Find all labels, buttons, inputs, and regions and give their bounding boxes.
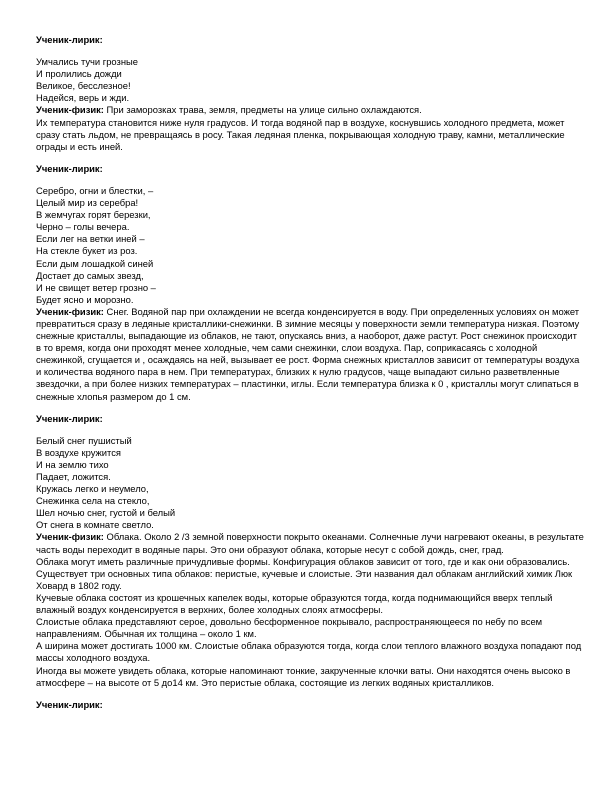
document-page (36, 34, 584, 711)
poem-line: И пролились дожди (36, 68, 122, 80)
paragraph-text: Снег. Водяной пар при охлаждении не всегда конденсируется в воду. При определенных условиях он может превратиться сразу в ледяные кристаллики-снежинки. В зимние месяцы у поверхности земли температура низкая. Поэтому снежные кристаллы, выпадающие из облаков, не тают, опускаясь вниз, а наоборот, даже растут. Рост снежинок происходит в то время, когда они проходят менее холодные, чем сами снежинки, слои воздуха. Пар, соприкасаясь с холодной снежинкой, сгущается и , осаждаясь на ней, вызывает ее рост. Форма снежных кристаллов зависит от температуры воздуха и количества водяного пара в нем. При температурах, близких к нулю градусов, чаще выпадают сильно разветвленные звездочки, а при более низких температурах – пластинки, иглы. Если температура близка к 0 , кристаллы могут слипаться в снежные хлопья размером до 1 см. (36, 305, 580, 402)
lyric-section (36, 163, 584, 306)
physics-section (36, 306, 584, 403)
poem-line: Целый мир из серебра! (36, 197, 139, 209)
speaker-label: Ученик-лирик: (36, 698, 103, 710)
poem-line: Снежинка села на стекло, (36, 495, 150, 507)
poem-line: В жемчугах горят березки, (36, 209, 151, 221)
speaker-label: Ученик-физик: (36, 305, 104, 317)
physics-paragraph: А ширина может достигать 1000 км. Слоистые облака образуются тогда, когда слои теплого влажного воздуха попадают под массы холодного воздуха. (36, 640, 582, 664)
poem-line: От снега в комнате светло. (36, 519, 154, 531)
paragraph-text: При заморозках трава, земля, предметы на улице сильно охлаждаются. (106, 104, 422, 116)
speaker-label: Ученик-физик: (36, 531, 104, 543)
poem-line: В воздухе кружится (36, 446, 121, 458)
physics-paragraph: Их температура становится ниже нуля градусов. И тогда водяной пар в воздухе, коснувшись холодного предмета, может сразу стать льдом, не превращаясь в росу. Такая ледяная пленка, покрывающая холодную траву, камни, металлические ограды и есть иней. (36, 116, 565, 152)
lyric-section (36, 699, 584, 711)
poem-line: Великое, бесслезное! (36, 80, 131, 92)
poem-line: И на землю тихо (36, 458, 109, 470)
physics-paragraph: Слоистые облака представляют серое, довольно бесформенное покрывало, распространяющееся по небу по всем направлениям. Обычная их толщина – около 1 км. (36, 616, 543, 640)
lyric-section (36, 34, 584, 104)
poem-line: На стекле букет из роз. (36, 245, 138, 257)
speaker-label: Ученик-лирик: (36, 162, 103, 174)
physics-section (36, 104, 584, 152)
physics-section (36, 531, 584, 688)
physics-paragraph: Иногда вы можете увидеть облака, которые напоминают тонкие, закрученные клочки ваты. Они находятся очень высоко в атмосфере – на высоте от 5 до14 км. Это перистые облака, состоящие из легких водяных кристалликов. (36, 664, 571, 688)
poem-line: Надейся, верь и жди. (36, 92, 130, 104)
physics-paragraph (36, 531, 584, 555)
poem-line: Белый снег пушистый (36, 434, 132, 446)
physics-paragraph: Кучевые облака состоят из крошечных капелек воды, которые образуются тогда, когда поднимающийся вверх теплый влажный воздух конденсируется в верхних, более холодных слоях атмосферы. (36, 591, 553, 616)
speaker-label: Ученик-лирик: (36, 412, 103, 424)
poem-line: И не свищет ветер грозно – (36, 281, 156, 293)
poem-line: Если дым лошадкой синей (36, 257, 154, 269)
poem-line: Черно – голы вечера. (36, 221, 130, 233)
poem-line: Умчались тучи грозные (36, 56, 138, 68)
physics-paragraph: Облака могут иметь различные причудливые формы. Конфигурация облаков зависит от того, где и как они образовались. Существует три основных типа облаков: перистые, кучевые и слоистые. Эти названия дал облакам английский химик Люк Ховард в 1802 году. (36, 555, 573, 591)
poem-line: Кружась легко и неумело, (36, 483, 149, 495)
poem-line: Если лег на ветки иней – (36, 233, 145, 245)
physics-paragraph (36, 306, 584, 403)
poem-line: Серебро, огни и блестки, – (36, 184, 154, 196)
paragraph-text: Облака. Около 2 /3 земной поверхности покрыто океанами. Солнечные лучи нагревают океаны, в результате часть воды переходит в водяные пары. Это они образуют облака, которые несут с собой дождь, снег, град. (36, 531, 584, 555)
speaker-label: Ученик-физик: (36, 104, 104, 116)
poem-line: Шел ночью снег, густой и белый (36, 507, 176, 519)
poem-line: Будет ясно и морозно. (36, 293, 134, 305)
physics-paragraph (36, 104, 584, 116)
lyric-section (36, 413, 584, 532)
speaker-label: Ученик-лирик: (36, 34, 103, 45)
poem-line: Падает, ложится. (36, 471, 111, 482)
poem-line: Достает до самых звезд, (36, 269, 144, 281)
